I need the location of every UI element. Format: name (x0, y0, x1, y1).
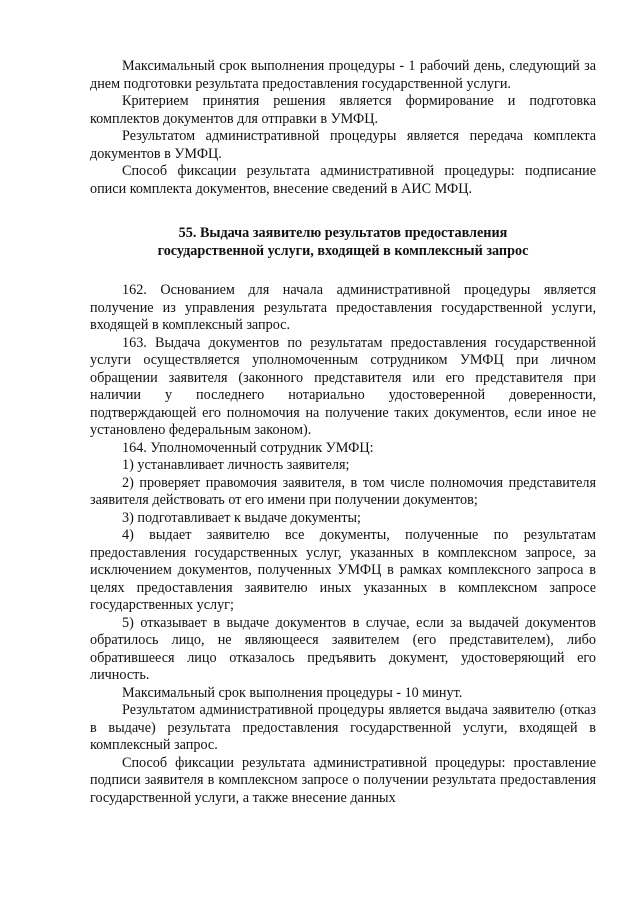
list-item-1: 1) устанавливает личность заявителя; (122, 457, 350, 473)
paragraph-164: 164. Уполномоченный сотрудник УМФЦ: (122, 439, 374, 456)
list-item-3: 3) подготавливает к выдаче документы; (122, 509, 361, 526)
paragraph-decision-criterion: Критерием принятия решения является формирование и подготовка комплектов документов для отправки в УМФЦ. (90, 93, 596, 127)
list-item-4: 4) выдает заявителю все документы, полученные по результатам предоставления государственных услуг, указанных в комплексном запросе, за исключением документов, полученных УМФЦ в рамках комплексного запроса в целях предоставления заявителю иных указанных в комплексном запросе государственных услуг; (90, 527, 596, 613)
section-heading-line-1: 55. Выдача заявителю результатов предоставления (178, 225, 508, 241)
list-item-2: 2) проверяет правомочия заявителя, в том числе полномочия представителя заявителя действовать от его имени при получении документов; (90, 474, 596, 508)
section-heading-line-2: государственной услуги, входящей в комплексный запрос (157, 243, 529, 259)
paragraph-max-term-10-minutes: Максимальный срок выполнения процедуры - 10 минут. (122, 684, 463, 701)
paragraph-max-term-1-day: Максимальный срок выполнения процедуры - 1 рабочий день, следующий за днем подготовки результата предоставления государственной услуги. (90, 58, 596, 92)
paragraph-issuance-result: Результатом административной процедуры является выдача заявителю (отказ в выдаче) результата предоставления государственной услуги, входящей в комплексный запрос. (90, 702, 596, 753)
list-item-5: 5) отказывает в выдаче документов в случае, если за выдачей документов обратилось лицо, не являющееся заявителем (его представителем), либо обратившееся лицо отказалось предъявить документ, удостоверяющий его личность. (90, 614, 596, 683)
section-heading-55 (90, 224, 596, 260)
paragraph-procedure-result: Результатом административной процедуры является передача комплекта документов в УМФЦ. (90, 128, 596, 162)
paragraph-issuance-fixation: Способ фиксации результата административной процедуры: проставление подписи заявителя в комплексном запросе о получении результата предоставления государственной услуги, а также внесение данных (90, 754, 596, 806)
paragraph-162: 162. Основанием для начала административной процедуры является получение из управления результата предоставления государственной услуги, входящей в комплексный запрос. (90, 282, 596, 333)
paragraph-fixation-method: Способ фиксации результата административной процедуры: подписание описи комплекта документов, внесение сведений в АИС МФЦ. (90, 163, 596, 197)
paragraph-163: 163. Выдача документов по результатам предоставления государственной услуги осуществляется уполномоченным сотрудником УМФЦ при личном обращении заявителя (законного представителя или его представителя при наличии у последнего нотариально удостоверенной доверенности, подтверждающей его полномочия на получение таких документов, если иное не установлено федеральным законом). (90, 334, 596, 438)
document-page (90, 58, 596, 807)
